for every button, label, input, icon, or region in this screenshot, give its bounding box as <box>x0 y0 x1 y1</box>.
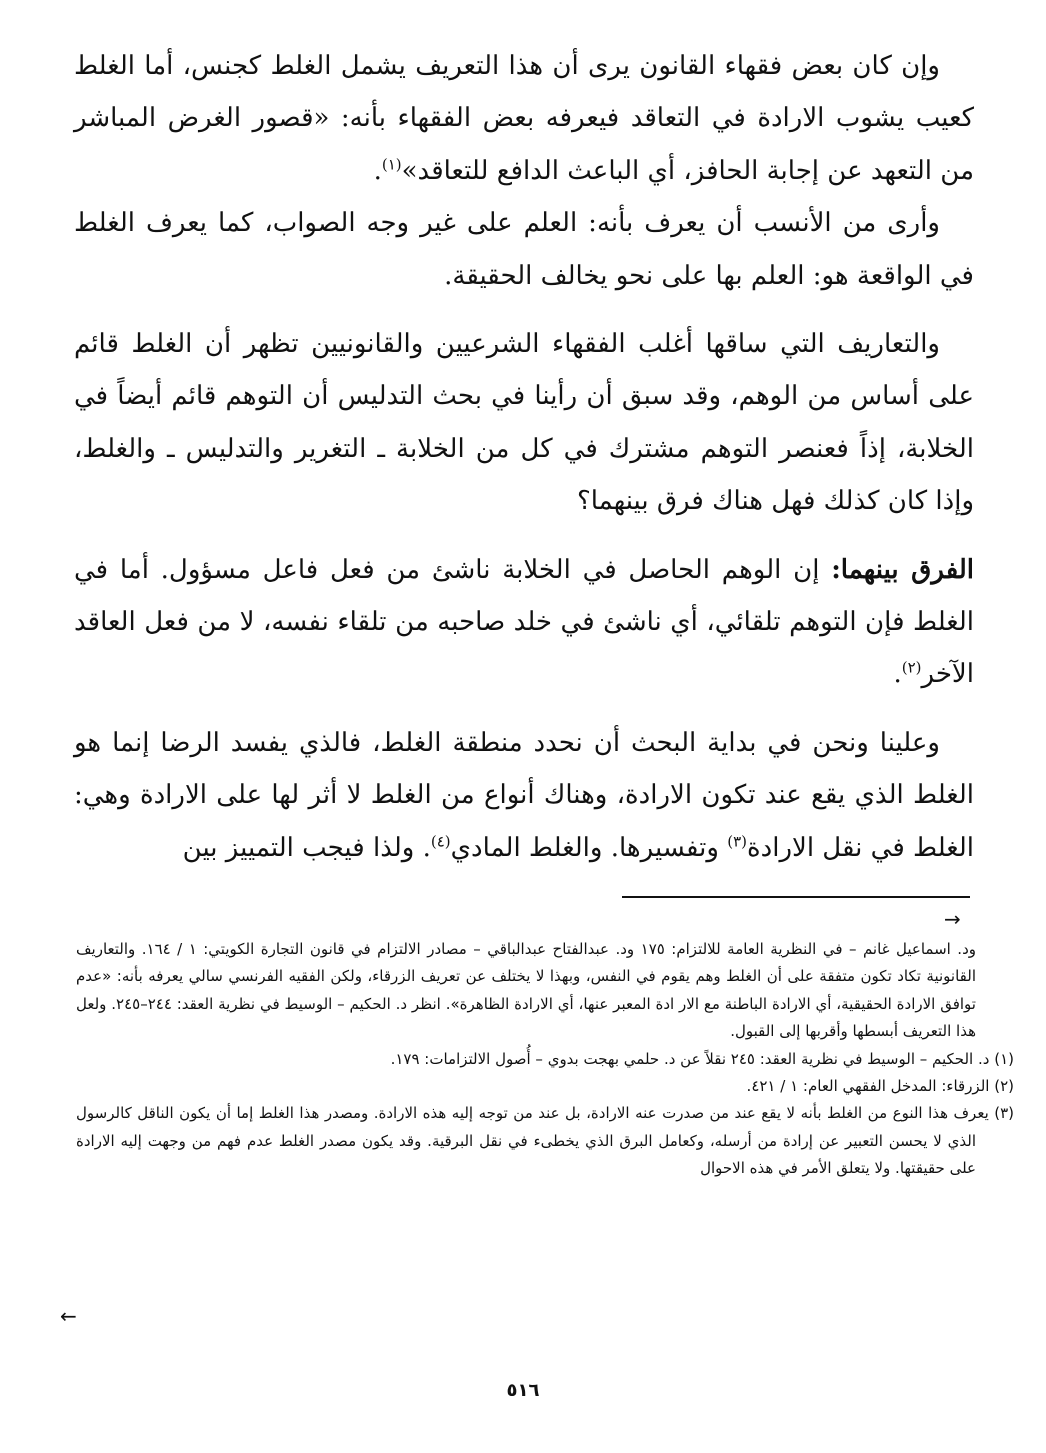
paragraph-5 <box>74 717 974 874</box>
footnotes <box>76 936 1014 1183</box>
paragraph-4-heading: الفرق بينهما: <box>831 554 974 585</box>
arrow-left-icon: ← <box>60 1304 77 1328</box>
paragraph-2 <box>74 197 974 302</box>
footnote-ref-1: (١) <box>381 155 402 174</box>
paragraph-3 <box>74 318 974 528</box>
paragraph-1-end: . <box>373 155 382 186</box>
footnote-2: (٢) الزرقاء: المدخل الفقهي العام: ١ / ٤٢١. <box>746 1077 1014 1096</box>
paragraph-3-text: والتعاريف التي ساقها أغلب الفقهاء الشرعيين والقانونيين تظهر أن الغلط قائم على أساس من الوهم، وقد سبق أن رأينا في بحث التدليس أن التوهم قائم أيضاً في الخلابة، إذاً فعنصر التوهم مشترك في كل من الخلابة ـ التغرير والتدليس ـ والغلط، وإذا كان كذلك فهل هناك فرق بينهما؟ <box>74 329 974 517</box>
paragraph-5-text-c: . ولذا فيجب التمييز بين <box>182 832 431 863</box>
footnote-ref-2: (٢) <box>901 658 922 677</box>
paragraph-4 <box>74 544 974 701</box>
main-text-body <box>74 40 974 874</box>
footnote-continued: ود. اسماعيل غانم – في النظرية العامة للالتزام: ١٧٥ ود. عبدالفتاح عبدالباقي – مصادر الالتزام في قانون التجارة الكويتي: ١ / ١٦٤. والتعاريف القانونية تكاد تكون متفقة على أن الغلط وهم يقوم في النفس، وبهذا لا يختلف عن تعريف الزرقاء، ولكن الفقيه الفرنسي سالي يعرفه بأنه: «عدم توافق الارادة الحقيقية، أي الارادة الباطنة مع الار ادة المعبر عنها، أي الارادة الظاهرة». انظر د. الحكيم – الوسيط في نظرية العقد: ٢٤٤–٢٤٥. ولعل هذا التعريف أبسطها وأقربها إلى القبول. <box>76 940 976 1041</box>
paragraph-1-text: وإن كان بعض فقهاء القانون يرى أن هذا التعريف يشمل الغلط كجنس، أما الغلط كعيب يشوب الارادة في التعاقد فيعرفه بعض الفقهاء بأنه: «قصور الغرض المباشر من التعهد عن إجابة الحافز، أي الباعث الدافع للتعاقد» <box>74 51 974 186</box>
arrow-right-icon: → <box>944 907 961 931</box>
footnote-ref-3: (٣) <box>727 832 748 851</box>
footnote-1: (١) د. الحكيم – الوسيط في نظرية العقد: ٢٤٥ نقلاً عن د. حلمي بهجت بدوي – أُصول الالتزامات: ١٧٩. <box>390 1049 1014 1068</box>
paragraph-1 <box>74 40 974 197</box>
paragraph-5-text-b: وتفسيرها. والغلط المادي <box>450 832 728 863</box>
footnote-separator <box>622 896 970 898</box>
paragraph-5-text-a: وعلينا ونحن في بداية البحث أن نحدد منطقة الغلط، فالذي يفسد الرضا إنما هو الغلط الذي يقع عند تكون الارادة، وهناك أنواع من الغلط لا أثر لها على الارادة وهي: الغلط في نقل الارادة <box>74 727 974 863</box>
footnote-3: (٣) يعرف هذا النوع من الغلط بأنه لا يقع عند من صدرت عنه الارادة، بل عند من توجه إليه هذه الارادة. ومصدر هذا الغلط إما أن يكون الناقل كالرسول الذي لا يحسن التعبير عن إرادة من أرسله، وكعامل البرق الذي يخطىء في نقل البرقية. وقد يكون مصدر الغلط عدم فهم من وجهت إليه الارادة على حقيقتها. ولا يتعلق الأمر في هذه الاحوال <box>76 1104 1014 1178</box>
footnote-ref-4: (٤) <box>430 832 451 851</box>
paragraph-2-text: وأرى من الأنسب أن يعرف بأنه: العلم على غير وجه الصواب، كما يعرف الغلط في الواقعة هو: العلم بها على نحو يخالف الحقيقة. <box>74 208 974 291</box>
paragraph-4-text: إن الوهم الحاصل في الخلابة ناشئ من فعل فاعل مسؤول. أما في الغلط فإن التوهم تلقائي، أي ناشئ في خلد صاحبه من تلقاء نفسه، لا من فعل العاقد الآخر <box>74 554 974 690</box>
paragraph-4-end: . <box>893 659 902 690</box>
page-number: ٥١٦ <box>506 1380 540 1401</box>
